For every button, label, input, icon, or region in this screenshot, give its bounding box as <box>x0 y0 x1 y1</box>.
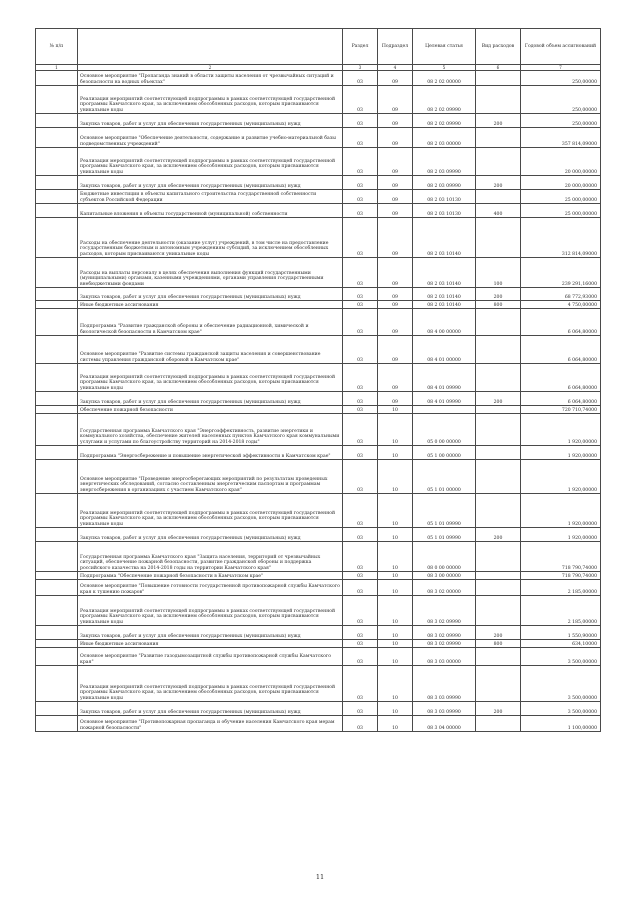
row-number <box>36 702 78 716</box>
row-expense-type <box>476 309 521 336</box>
row-number <box>36 640 78 648</box>
row-number <box>36 190 78 204</box>
row-expense-type <box>476 336 521 364</box>
row-number <box>36 176 78 190</box>
row-number <box>36 71 78 86</box>
row-amount: 6 064,80000 <box>521 364 601 392</box>
row-podrazdel: 09 <box>378 218 413 258</box>
row-expense-type <box>476 666 521 702</box>
row-podrazdel: 10 <box>378 716 413 732</box>
row-description: Бюджетные инвестиции в объекты капитального строительства государственной собственности субъектов Российской Федерации <box>78 190 343 204</box>
row-podrazdel: 09 <box>378 301 413 309</box>
row-number <box>36 204 78 218</box>
row-description: Обеспечение пожарной безопасности <box>78 406 343 414</box>
row-podrazdel: 10 <box>378 414 413 446</box>
row-number <box>36 288 78 301</box>
row-razdel: 03 <box>343 288 378 301</box>
row-target-article: 05 1 01 00000 <box>413 460 476 494</box>
row-podrazdel: 09 <box>378 86 413 114</box>
colnum-1: 1 <box>36 65 78 71</box>
row-target-article: 08 2 02 00000 <box>413 71 476 86</box>
row-number <box>36 364 78 392</box>
row-description: Основное мероприятие "Повышение готовности государственной противопожарной службы Камчатского края к тушению пожаров" <box>78 580 343 596</box>
page-number: 11 <box>315 873 325 881</box>
row-razdel: 03 <box>343 460 378 494</box>
row-expense-type <box>476 580 521 596</box>
row-podrazdel: 09 <box>378 190 413 204</box>
row-number <box>36 572 78 580</box>
row-description: Расходы на обеспечение деятельности (оказание услуг) учреждений, в том числе на предоставление государственным бюджетным и автономным учреждениям субсидий, за исключением обособленных расходов, которым присваиваются уникальные коды <box>78 218 343 258</box>
row-target-article: 05 1 00 00000 <box>413 446 476 460</box>
row-number <box>36 114 78 128</box>
row-number <box>36 336 78 364</box>
row-number <box>36 218 78 258</box>
table-row <box>36 204 601 218</box>
row-target-article: 08 3 00 00000 <box>413 572 476 580</box>
row-amount: 6 064,80000 <box>521 336 601 364</box>
row-razdel: 03 <box>343 86 378 114</box>
row-target-article: 08 4 01 09990 <box>413 364 476 392</box>
row-expense-type: 800 <box>476 640 521 648</box>
row-razdel: 03 <box>343 364 378 392</box>
row-expense-type <box>476 406 521 414</box>
table-row <box>36 528 601 542</box>
row-podrazdel: 10 <box>378 580 413 596</box>
row-target-article: 08 3 04 00000 <box>413 716 476 732</box>
row-expense-type <box>476 128 521 148</box>
row-expense-type <box>476 494 521 528</box>
row-razdel: 03 <box>343 528 378 542</box>
row-razdel: 03 <box>343 702 378 716</box>
table-row <box>36 336 601 364</box>
row-podrazdel: 09 <box>378 258 413 288</box>
row-amount: 250,00000 <box>521 86 601 114</box>
row-description: Основное мероприятие "Развитие системы гражданской защиты населения и совершенствование системы управления гражданской обороной в Камчатском крае" <box>78 336 343 364</box>
table-row <box>36 258 601 288</box>
row-razdel: 03 <box>343 494 378 528</box>
row-number <box>36 648 78 666</box>
row-target-article: 05 1 01 09990 <box>413 494 476 528</box>
table-row <box>36 648 601 666</box>
row-podrazdel: 10 <box>378 640 413 648</box>
row-number <box>36 528 78 542</box>
row-expense-type <box>476 218 521 258</box>
table-row <box>36 494 601 528</box>
row-expense-type <box>476 71 521 86</box>
row-expense-type: 800 <box>476 301 521 309</box>
row-description: Закупка товаров, работ и услуг для обеспечения государственных (муниципальных) нужд <box>78 528 343 542</box>
row-number <box>36 666 78 702</box>
header-podrazdel: Подраздел <box>378 29 413 65</box>
row-expense-type: 200 <box>476 114 521 128</box>
row-expense-type <box>476 648 521 666</box>
row-target-article: 08 4 00 00000 <box>413 309 476 336</box>
header-num: № п/п <box>36 29 78 65</box>
table-row <box>36 86 601 114</box>
row-amount: 1 100,00000 <box>521 716 601 732</box>
row-amount: 6 064,80000 <box>521 309 601 336</box>
table-row <box>36 572 601 580</box>
row-amount: 2 185,00000 <box>521 580 601 596</box>
colnum-2: 2 <box>78 65 343 71</box>
table-row <box>36 666 601 702</box>
row-number <box>36 406 78 414</box>
row-razdel: 03 <box>343 640 378 648</box>
row-target-article: 08 2 03 10140 <box>413 288 476 301</box>
row-amount: 1 920,00000 <box>521 494 601 528</box>
row-description: Государственная программа Камчатского края "Энергоэффективность, развитие энергетики и коммунального хозяйства, обеспечение жителей населенных пунктов Камчатского края коммунальными услугами и услугами по благоустройству территорий на 2014-2018 годы" <box>78 414 343 446</box>
row-description: Иные бюджетные ассигнования <box>78 640 343 648</box>
row-amount: 3 500,00000 <box>521 648 601 666</box>
colnum-6: 6 <box>476 65 521 71</box>
row-expense-type <box>476 446 521 460</box>
row-expense-type: 200 <box>476 528 521 542</box>
row-description: Подпрограмма "Обеспечение пожарной безопасности в Камчатском крае" <box>78 572 343 580</box>
row-description: Закупка товаров, работ и услуг для обеспечения государственных (муниципальных) нужд <box>78 702 343 716</box>
row-expense-type <box>476 542 521 572</box>
table-row <box>36 392 601 406</box>
row-number <box>36 460 78 494</box>
row-description: Основное мероприятие "Противопожарная пропаганда и обучение населения Камчатского края мерам пожарной безопасности" <box>78 716 343 732</box>
table-row <box>36 190 601 204</box>
row-razdel: 03 <box>343 148 378 176</box>
row-amount: 4 750,00000 <box>521 301 601 309</box>
row-razdel: 03 <box>343 392 378 406</box>
row-podrazdel: 10 <box>378 626 413 640</box>
row-expense-type: 200 <box>476 626 521 640</box>
row-razdel: 03 <box>343 204 378 218</box>
row-description: Государственная программа Камчатского края "Защита населения, территорий от чрезвычайных ситуаций, обеспечение пожарной безопасности, развитие гражданской обороны и поддержка российского казачества на 2014-2018 годы на территории Камчатского края" <box>78 542 343 572</box>
row-amount: 1 920,00000 <box>521 528 601 542</box>
row-razdel: 03 <box>343 114 378 128</box>
row-amount: 250,00000 <box>521 71 601 86</box>
table-row <box>36 309 601 336</box>
row-amount: 25 000,00000 <box>521 190 601 204</box>
row-description: Закупка товаров, работ и услуг для обеспечения государственных (муниципальных) нужд <box>78 176 343 190</box>
row-podrazdel: 09 <box>378 176 413 190</box>
row-amount: 312 814,09000 <box>521 218 601 258</box>
table-row <box>36 596 601 626</box>
row-amount: 250,00000 <box>521 114 601 128</box>
table-row <box>36 288 601 301</box>
row-number <box>36 414 78 446</box>
row-target-article: 08 3 03 00000 <box>413 648 476 666</box>
row-razdel: 03 <box>343 258 378 288</box>
row-podrazdel: 09 <box>378 364 413 392</box>
row-target-article: 08 3 02 09990 <box>413 640 476 648</box>
row-razdel: 03 <box>343 626 378 640</box>
table-row <box>36 301 601 309</box>
table-row <box>36 71 601 86</box>
row-razdel: 03 <box>343 336 378 364</box>
row-target-article: 08 2 03 10130 <box>413 190 476 204</box>
row-podrazdel: 10 <box>378 702 413 716</box>
row-amount: 1 550,90000 <box>521 626 601 640</box>
row-target-article: 08 3 02 09990 <box>413 626 476 640</box>
row-razdel: 03 <box>343 414 378 446</box>
row-target-article: 08 2 03 10140 <box>413 258 476 288</box>
table-row <box>36 460 601 494</box>
row-amount: 1 920,00000 <box>521 446 601 460</box>
row-target-article <box>413 406 476 414</box>
row-expense-type: 100 <box>476 258 521 288</box>
row-podrazdel: 10 <box>378 666 413 702</box>
table-row <box>36 702 601 716</box>
colnum-4: 4 <box>378 65 413 71</box>
row-target-article: 08 2 03 00000 <box>413 128 476 148</box>
row-razdel: 03 <box>343 301 378 309</box>
row-description: Закупка товаров, работ и услуг для обеспечения государственных (муниципальных) нужд <box>78 392 343 406</box>
row-razdel: 03 <box>343 666 378 702</box>
row-amount: 718 790,74000 <box>521 542 601 572</box>
table-row <box>36 414 601 446</box>
table-row <box>36 114 601 128</box>
row-amount: 634,10000 <box>521 640 601 648</box>
row-expense-type <box>476 716 521 732</box>
row-podrazdel: 10 <box>378 494 413 528</box>
table-body <box>36 71 601 732</box>
row-number <box>36 301 78 309</box>
row-amount: 6 064,80000 <box>521 392 601 406</box>
row-description: Реализация мероприятий соответствующей подпрограммы в рамках соответствующей государственной программы Камчатского края, за исключением обособленных расходов, которым присваиваются уникальные коды <box>78 148 343 176</box>
row-number <box>36 542 78 572</box>
colnum-3: 3 <box>343 65 378 71</box>
row-razdel: 03 <box>343 309 378 336</box>
row-description: Реализация мероприятий соответствующей подпрограммы в рамках соответствующей государственной программы Камчатского края, за исключением обособленных расходов, которым присваиваются уникальные коды <box>78 364 343 392</box>
header-expense-type: Вид расходов <box>476 29 521 65</box>
row-expense-type <box>476 190 521 204</box>
row-razdel: 03 <box>343 406 378 414</box>
row-expense-type <box>476 596 521 626</box>
table-row <box>36 626 601 640</box>
row-target-article: 08 2 03 10140 <box>413 218 476 258</box>
row-number <box>36 86 78 114</box>
row-description: Закупка товаров, работ и услуг для обеспечения государственных (муниципальных) нужд <box>78 288 343 301</box>
row-podrazdel: 10 <box>378 648 413 666</box>
row-razdel: 03 <box>343 648 378 666</box>
header-row <box>36 29 601 65</box>
table-row <box>36 542 601 572</box>
row-razdel: 03 <box>343 176 378 190</box>
row-target-article: 08 3 03 09990 <box>413 702 476 716</box>
row-number <box>36 128 78 148</box>
colnum-7: 7 <box>521 65 601 71</box>
row-podrazdel: 10 <box>378 460 413 494</box>
header-target-article: Целевая статья <box>413 29 476 65</box>
table-row <box>36 218 601 258</box>
row-razdel: 03 <box>343 572 378 580</box>
row-amount: 68 772,93000 <box>521 288 601 301</box>
row-number <box>36 148 78 176</box>
table-row <box>36 128 601 148</box>
header-name <box>78 29 343 65</box>
row-razdel: 03 <box>343 218 378 258</box>
row-podrazdel: 09 <box>378 148 413 176</box>
row-amount: 20 000,00000 <box>521 176 601 190</box>
table-row <box>36 406 601 414</box>
row-razdel: 03 <box>343 128 378 148</box>
row-target-article: 08 4 01 09990 <box>413 392 476 406</box>
row-amount: 239 291,16000 <box>521 258 601 288</box>
row-description: Капитальные вложения в объекты государственной (муниципальной) собственности <box>78 204 343 218</box>
row-razdel: 03 <box>343 71 378 86</box>
row-amount: 720 710,74000 <box>521 406 601 414</box>
row-expense-type: 200 <box>476 288 521 301</box>
row-expense-type <box>476 364 521 392</box>
row-podrazdel: 09 <box>378 309 413 336</box>
row-target-article: 08 2 03 10130 <box>413 204 476 218</box>
row-description: Основное мероприятие "Развитие газодымозащитной службы противопожарной службы Камчатского края" <box>78 648 343 666</box>
table-row <box>36 148 601 176</box>
row-razdel: 03 <box>343 190 378 204</box>
row-expense-type <box>476 86 521 114</box>
row-target-article: 08 2 03 09990 <box>413 176 476 190</box>
row-target-article: 08 2 02 09990 <box>413 86 476 114</box>
row-razdel: 03 <box>343 580 378 596</box>
row-podrazdel: 10 <box>378 528 413 542</box>
row-expense-type <box>476 148 521 176</box>
row-number <box>36 580 78 596</box>
row-amount: 3 500,00000 <box>521 666 601 702</box>
row-razdel: 03 <box>343 542 378 572</box>
row-podrazdel: 09 <box>378 204 413 218</box>
header-annual-amount: Годовой объем ассигнований <box>521 29 601 65</box>
row-number <box>36 626 78 640</box>
row-description: Основное мероприятие "Проведение энергосберегающих мероприятий по результатам проведенных энергетических обследований, согласно составленным энергетическим паспортам и программам энергосбережения в организациях с участием Камчатского края" <box>78 460 343 494</box>
row-target-article: 08 4 01 00000 <box>413 336 476 364</box>
header-razdel: Раздел <box>343 29 378 65</box>
row-podrazdel: 09 <box>378 288 413 301</box>
row-description: Основное мероприятие "Обеспечение деятельности, содержание и развитие учебно-материальной базы подведомственных учреждений" <box>78 128 343 148</box>
row-target-article: 08 3 03 09990 <box>413 666 476 702</box>
row-target-article: 08 2 03 09990 <box>413 148 476 176</box>
row-description: Расходы на выплаты персоналу в целях обеспечения выполнения функций государственными (муниципальными) органами, казенными учреждениями, органами управления государственными внебюджетными фондами <box>78 258 343 288</box>
row-amount: 3 500,00000 <box>521 702 601 716</box>
colnum-5: 5 <box>413 65 476 71</box>
row-number <box>36 258 78 288</box>
row-number <box>36 716 78 732</box>
row-podrazdel: 09 <box>378 336 413 364</box>
row-number <box>36 596 78 626</box>
row-expense-type <box>476 572 521 580</box>
row-target-article: 08 3 02 09990 <box>413 596 476 626</box>
row-podrazdel: 10 <box>378 446 413 460</box>
row-amount: 1 920,00000 <box>521 414 601 446</box>
table-row <box>36 716 601 732</box>
row-description: Иные бюджетные ассигнования <box>78 301 343 309</box>
row-number <box>36 494 78 528</box>
table-row <box>36 364 601 392</box>
row-target-article: 05 0 00 00000 <box>413 414 476 446</box>
row-podrazdel: 10 <box>378 596 413 626</box>
row-expense-type: 200 <box>476 702 521 716</box>
row-amount: 1 920,00000 <box>521 460 601 494</box>
row-description: Подпрограмма "Развитие гражданской обороны и обеспечение радиационной, химической и биологической безопасности в Камчатском крае" <box>78 309 343 336</box>
row-target-article: 08 3 02 00000 <box>413 580 476 596</box>
row-podrazdel: 09 <box>378 128 413 148</box>
row-podrazdel: 10 <box>378 542 413 572</box>
row-description: Подпрограмма "Энергосбережение и повышение энергетической эффективности в Камчатском крае" <box>78 446 343 460</box>
row-amount: 20 000,00000 <box>521 148 601 176</box>
table-row <box>36 640 601 648</box>
table-row <box>36 580 601 596</box>
row-expense-type: 400 <box>476 204 521 218</box>
row-number <box>36 309 78 336</box>
row-amount: 357 814,09000 <box>521 128 601 148</box>
row-target-article: 08 2 03 10140 <box>413 301 476 309</box>
row-amount: 25 000,00000 <box>521 204 601 218</box>
row-razdel: 03 <box>343 716 378 732</box>
row-number <box>36 446 78 460</box>
row-podrazdel: 09 <box>378 392 413 406</box>
row-description: Реализация мероприятий соответствующей подпрограммы в рамках соответствующей государственной программы Камчатского края, за исключением обособленных расходов, которым присваиваются уникальные коды <box>78 666 343 702</box>
row-target-article: 08 2 02 09990 <box>413 114 476 128</box>
row-description: Основное мероприятие "Пропаганда знаний в области защиты населения от чрезвычайных ситуаций и безопасности на водных объектах" <box>78 71 343 86</box>
row-expense-type: 200 <box>476 176 521 190</box>
row-expense-type: 200 <box>476 392 521 406</box>
table-row <box>36 176 601 190</box>
row-razdel: 03 <box>343 446 378 460</box>
row-description: Закупка товаров, работ и услуг для обеспечения государственных (муниципальных) нужд <box>78 626 343 640</box>
row-expense-type <box>476 460 521 494</box>
row-description: Реализация мероприятий соответствующей подпрограммы в рамках соответствующей государственной программы Камчатского края, за исключением обособленных расходов, которым присваиваются уникальные коды <box>78 596 343 626</box>
row-amount: 718 790,74000 <box>521 572 601 580</box>
row-podrazdel: 10 <box>378 572 413 580</box>
row-target-article: 08 0 00 00000 <box>413 542 476 572</box>
row-podrazdel: 09 <box>378 71 413 86</box>
row-podrazdel: 09 <box>378 114 413 128</box>
row-expense-type <box>476 414 521 446</box>
row-amount: 2 185,00000 <box>521 596 601 626</box>
budget-allocation-table <box>35 28 601 732</box>
row-razdel: 03 <box>343 596 378 626</box>
row-description: Закупка товаров, работ и услуг для обеспечения государственных (муниципальных) нужд <box>78 114 343 128</box>
row-podrazdel: 10 <box>378 406 413 414</box>
table-row <box>36 446 601 460</box>
row-description: Реализация мероприятий соответствующей подпрограммы в рамках соответствующей государственной программы Камчатского края, за исключением обособленных расходов, которым присваиваются уникальные коды <box>78 494 343 528</box>
row-target-article: 05 1 01 09990 <box>413 528 476 542</box>
row-description: Реализация мероприятий соответствующей подпрограммы в рамках соответствующей государственной программы Камчатского края, за исключением обособленных расходов, которым присваиваются уникальные коды <box>78 86 343 114</box>
row-number <box>36 392 78 406</box>
